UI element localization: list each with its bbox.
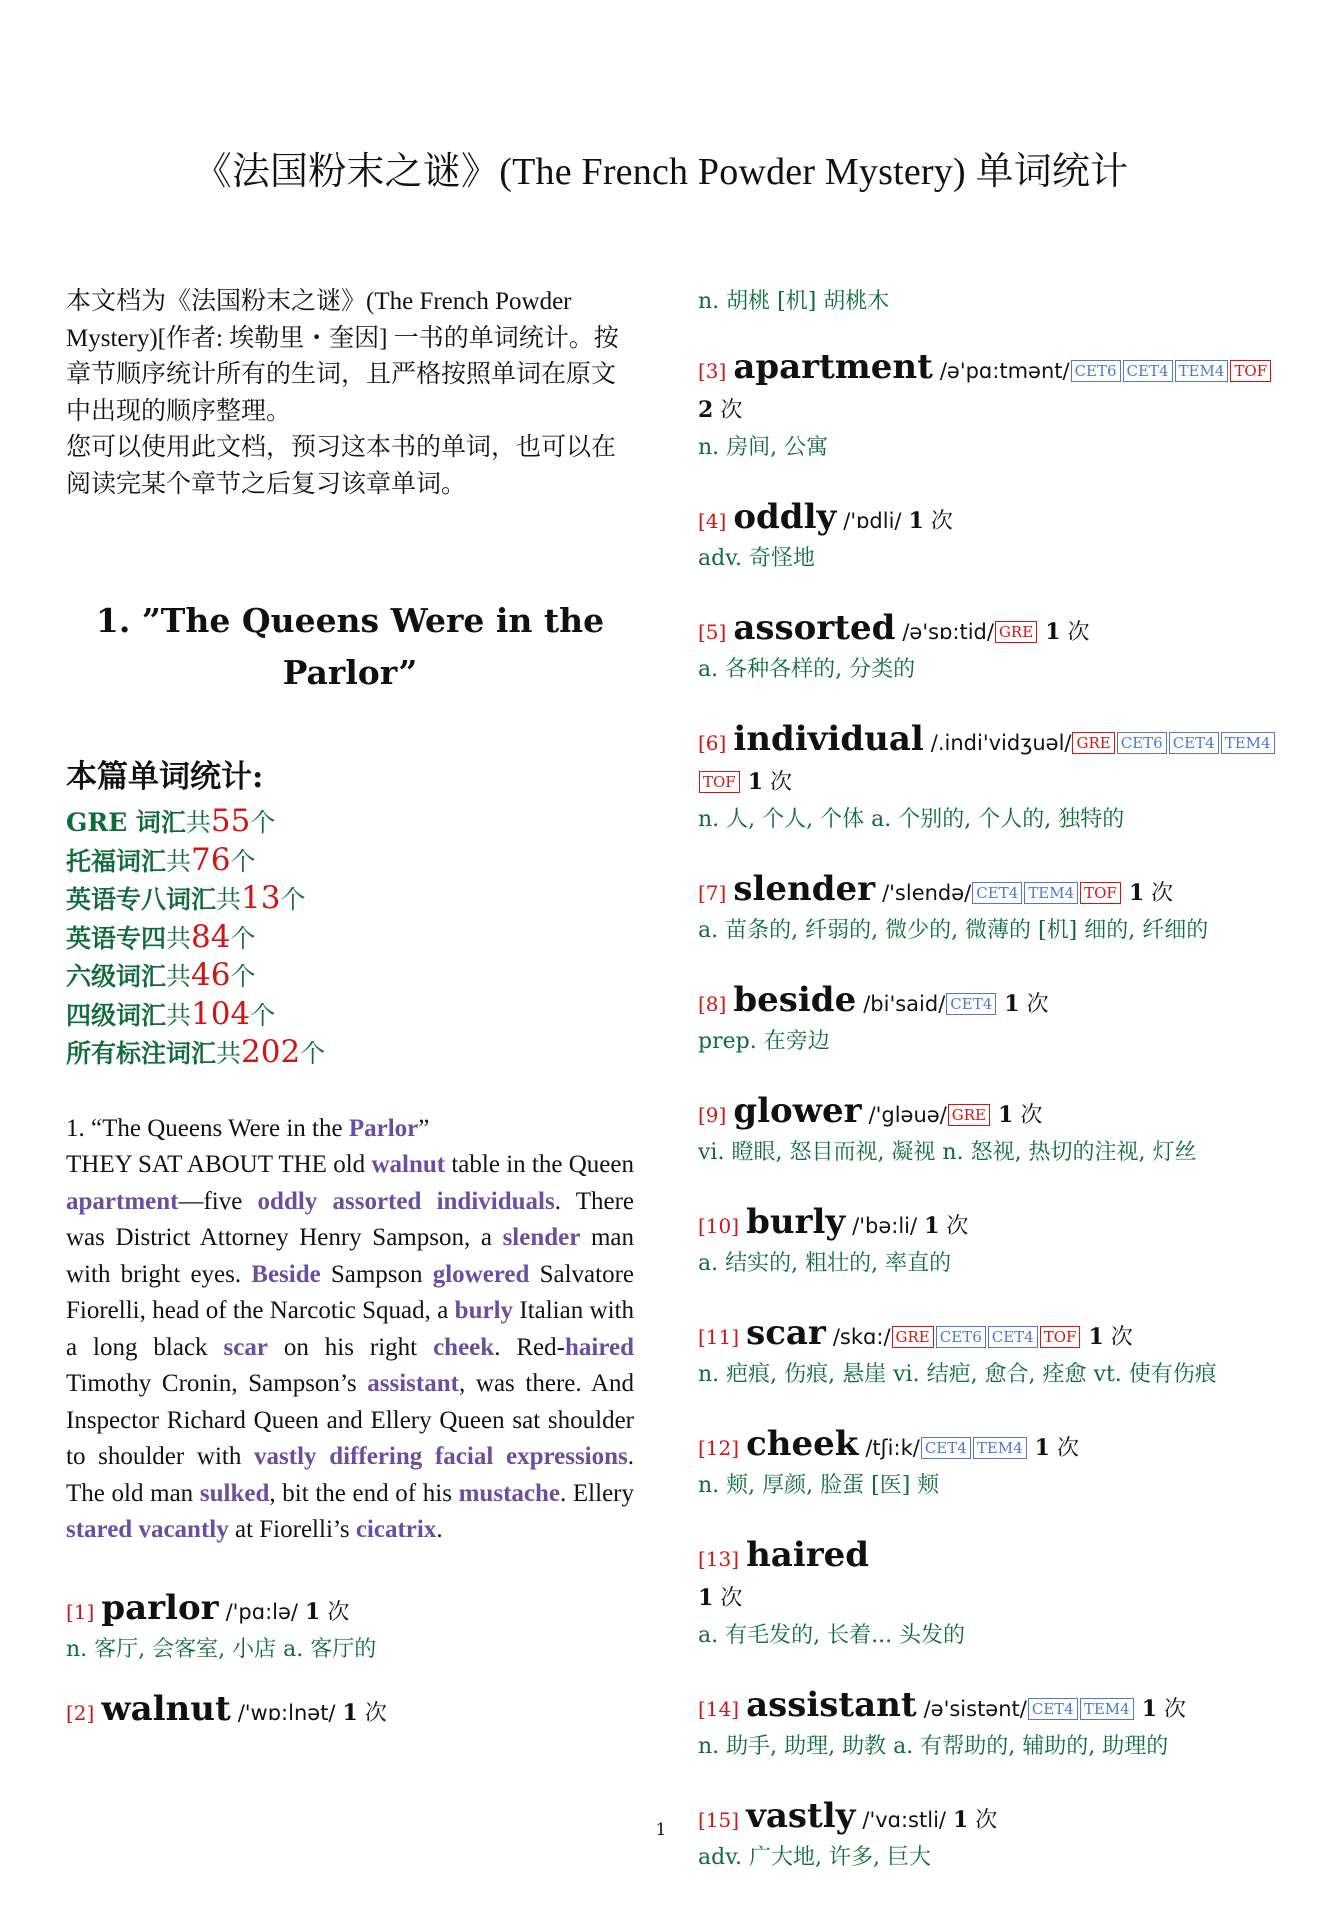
stat-count: 13	[241, 880, 281, 916]
highlighted-word: apartment	[66, 1187, 179, 1215]
entry-count-unit: 次	[364, 1700, 387, 1726]
entry-word: oddly	[733, 497, 837, 537]
entry-word: vastly	[746, 1796, 856, 1836]
right-column	[698, 284, 1288, 1908]
entry-count-number: 1	[952, 1807, 969, 1833]
entry-definition: n. 房间, 公寓	[698, 435, 829, 460]
exam-tag: TOF	[1080, 882, 1121, 904]
highlighted-word: cicatrix	[355, 1516, 437, 1543]
highlighted-word: oddly	[257, 1187, 318, 1215]
entry-count-number: 1	[1045, 619, 1061, 645]
entry-index: [6]	[698, 731, 727, 755]
entry-definition: prep. 在旁边	[698, 1029, 830, 1054]
page-number: 1	[655, 1820, 667, 1840]
entry-count-number: 1	[1141, 1696, 1158, 1722]
entry-phonetic: /skɑ:/	[832, 1325, 891, 1349]
entry-count-unit: 次	[1110, 1325, 1133, 1350]
entry-phonetic: /'gləuə/	[868, 1103, 947, 1127]
entry-count-number: 1	[998, 1102, 1014, 1128]
highlighted-word: mustache	[458, 1479, 560, 1507]
intro-paragraph: 本文档为《法国粉末之谜》(The French Powder Mystery)[作者: 埃勒里・奎因] 一书的单词统计。按章节顺序统计所有的生词，且严格按照单词在原文中出现的顺序整理。	[66, 288, 619, 425]
intro-text	[66, 284, 634, 503]
entry-word: glower	[733, 1091, 862, 1131]
entry-phonetic: /'vɑ:stli/	[862, 1808, 946, 1832]
entry-count-number: 1	[1128, 880, 1145, 906]
stat-row: 英语专四共84个	[66, 918, 256, 955]
vocab-entry-header	[698, 1092, 1288, 1135]
entry-count-unit: 次	[1151, 881, 1174, 906]
stat-row: 四级词汇共104个	[66, 995, 276, 1032]
entry-count	[924, 1214, 968, 1239]
exam-tag: CET4	[1028, 1698, 1078, 1720]
entry-word: beside	[733, 980, 857, 1020]
entry-index: [1]	[66, 1599, 95, 1624]
entry-count	[1004, 992, 1048, 1017]
exam-tag: TEM4	[1024, 882, 1078, 904]
entry-phonetic: /ə'pɑ:tmənt/	[939, 359, 1070, 383]
entry-count-number: 1	[1034, 1435, 1050, 1461]
highlighted-word: assorted	[332, 1187, 422, 1215]
stat-label: 英语专八词汇	[66, 885, 217, 914]
highlighted-word: walnut	[371, 1151, 446, 1178]
highlighted-word: glowered	[432, 1260, 530, 1288]
stat-count: 46	[191, 957, 231, 993]
entry-index: [13]	[698, 1547, 740, 1571]
vocab-entry-header	[698, 1425, 1288, 1468]
exam-tag: CET4	[1169, 732, 1219, 754]
entry-word: apartment	[733, 347, 933, 387]
stat-count: 202	[241, 1034, 301, 1070]
entry-count	[748, 770, 792, 795]
vocab-entry-header	[698, 1314, 1288, 1357]
highlighted-word: slender	[502, 1224, 581, 1251]
entry-definition: a. 有毛发的, 长着... 头发的	[698, 1623, 966, 1648]
entry-count	[1129, 881, 1173, 906]
entry-count-number: 2	[698, 397, 714, 423]
entry-definition: n. 客厅, 会客室, 小店 a. 客厅的	[66, 1636, 377, 1662]
exam-tag: CET4	[946, 993, 996, 1015]
entry-index: [2]	[66, 1700, 95, 1725]
entry-count	[909, 509, 953, 534]
vocab-entry	[698, 1686, 1288, 1765]
entry-word: individual	[733, 719, 924, 759]
vocab-entry	[698, 1425, 1288, 1504]
entry-count-unit: 次	[1020, 1103, 1043, 1128]
entry-word: walnut	[101, 1688, 231, 1729]
stats-list	[66, 803, 634, 1073]
exam-tag: GRE	[948, 1104, 990, 1126]
entry-count-number: 1	[908, 508, 924, 534]
entry-definition: adv. 广大地, 许多, 巨大	[698, 1845, 931, 1870]
entry-definition: n. 人, 个人, 个体 a. 个别的, 个人的, 独特的	[698, 807, 1125, 832]
highlighted-word: facial	[434, 1443, 494, 1470]
entry-index: [15]	[698, 1808, 740, 1832]
vocab-entry	[698, 1092, 1288, 1171]
stat-label: 托福词汇	[66, 846, 167, 876]
highlighted-word: Parlor	[348, 1114, 419, 1142]
highlighted-word: haired	[564, 1333, 634, 1361]
highlighted-word: sulked	[199, 1479, 270, 1507]
entry-count	[698, 1586, 742, 1611]
entry-phonetic: /'bə:li/	[852, 1214, 918, 1238]
entry-count-unit: 次	[1026, 992, 1049, 1017]
stat-row: 六级词汇共46个	[66, 957, 256, 993]
entry-count-unit: 次	[1164, 1697, 1187, 1722]
vocab-entry	[66, 1589, 634, 1668]
vocab-entry-header	[66, 1690, 634, 1733]
entry-count	[698, 398, 742, 423]
entry-count-number: 1	[698, 1585, 714, 1611]
intro-paragraph: 您可以使用此文档，预习这本书的单词，也可以在阅读完某个章节之后复习该章单词。	[66, 434, 617, 498]
entry-count	[1045, 620, 1089, 645]
exam-tag: TEM4	[1175, 360, 1229, 382]
entry-word: parlor	[101, 1587, 219, 1628]
highlighted-word: burly	[454, 1297, 514, 1324]
exam-tag: TEM4	[1221, 732, 1275, 754]
entry-phonetic: /ə'sɒ:tid/	[902, 620, 994, 644]
entry-index: [3]	[698, 359, 727, 383]
entry-count-number: 1	[924, 1213, 940, 1239]
vocab-entry-header	[698, 720, 1288, 802]
vocab-entry	[698, 1536, 1288, 1654]
passage-title-line: 1. “The Queens Were in the Parlor”	[66, 1114, 430, 1142]
entry-count-unit: 次	[770, 770, 793, 795]
stat-row: 所有标注词汇共202个	[66, 1034, 326, 1070]
highlighted-word: individuals	[436, 1187, 555, 1215]
stat-label: GRE 词汇	[66, 808, 186, 837]
passage-paragraph: THEY SAT ABOUT THE old walnut table in the Queen apartment—five oddly assorted individuals. There was District Attorney Henry Sampson, a slender man with bright eyes. Beside Sampson glowered Salvatore Fiorelli, head of the Narcotic Squad, a burly Italian with a long black scar on his right cheek. Red-haired Timothy Cronin, Sampson’s assistant, was there. And Inspector Richard Queen and Ellery Queen sat shoulder to shoulder with vastly differing facial expressions. The old man sulked, bit the end of his mustache. Ellery stared vacantly at Fiorelli’s cicatrix.	[66, 1151, 635, 1543]
exam-tag: GRE	[1072, 732, 1114, 754]
exam-tag: CET6	[1117, 732, 1167, 754]
vocab-entry-header	[698, 1686, 1288, 1729]
entry-count-unit: 次	[946, 1214, 969, 1239]
entry-definition: a. 结实的, 粗壮的, 率直的	[698, 1251, 952, 1276]
vocab-entry	[698, 498, 1288, 577]
entry-index: [10]	[698, 1214, 740, 1238]
entry-count	[1142, 1697, 1186, 1722]
entry-phonetic: /tʃi:k/	[865, 1436, 920, 1460]
vocab-entry-header	[698, 1536, 1288, 1618]
exam-tag: TEM4	[973, 1437, 1027, 1459]
vocab-list-right	[698, 284, 1288, 1876]
stat-row: GRE 词汇共55个	[66, 803, 276, 839]
entry-count-unit: 次	[1067, 620, 1090, 645]
entry-phonetic: /.indi'vidʒuəl/	[930, 731, 1072, 755]
entry-count-number: 1	[305, 1598, 321, 1625]
stat-count: 55	[210, 803, 251, 839]
exam-tag: TOF	[1230, 360, 1271, 382]
stat-row: 托福词汇共76个	[66, 841, 256, 878]
exam-tag: GRE	[892, 1326, 934, 1348]
highlighted-word: scar	[223, 1333, 268, 1361]
entry-count-number: 1	[1088, 1324, 1104, 1350]
vocab-list-left	[66, 1589, 634, 1733]
entry-definition: n. 助手, 助理, 助教 a. 有帮助的, 辅助的, 助理的	[698, 1734, 1169, 1759]
exam-tag: CET4	[921, 1437, 971, 1459]
entry-word: cheek	[746, 1424, 859, 1464]
entry-phonetic: /'wɒ:lnət/	[237, 1700, 336, 1725]
stat-label: 六级词汇	[66, 962, 167, 991]
entry-index: [11]	[698, 1325, 740, 1349]
entry-definition: n. 疤痕, 伤痕, 悬崖 vi. 结疤, 愈合, 痊愈 vt. 使有伤痕	[698, 1362, 1217, 1387]
entry-index: [9]	[698, 1103, 727, 1127]
stat-count: 84	[191, 918, 231, 955]
entry-definition: n. 胡桃 [机] 胡桃木	[698, 289, 890, 314]
entry-count	[305, 1600, 349, 1625]
entry-count-unit: 次	[930, 509, 953, 534]
entry-definition: a. 苗条的, 纤弱的, 微少的, 微薄的 [机] 细的, 纤细的	[698, 918, 1209, 943]
entry-definition: vi. 瞪眼, 怒目而视, 凝视 n. 怒视, 热切的注视, 灯丝	[698, 1140, 1197, 1165]
entry-word: slender	[733, 869, 876, 909]
vocab-entry-header	[698, 870, 1288, 913]
entry-count-unit: 次	[327, 1599, 350, 1625]
exam-tag: CET4	[972, 882, 1022, 904]
entry-index: [8]	[698, 992, 727, 1016]
vocab-entry	[698, 609, 1288, 688]
stat-count: 104	[191, 995, 251, 1032]
document-title: 《法国粉末之谜》(The French Powder Mystery) 单词统计	[193, 151, 1129, 193]
entry-index: [5]	[698, 620, 727, 644]
stats-title: 本篇单词统计:	[66, 759, 264, 795]
entry-word: assorted	[733, 608, 896, 648]
entry-count	[1035, 1436, 1079, 1461]
entry-index: [4]	[698, 509, 727, 533]
vocab-entry-header	[698, 1203, 1288, 1246]
entry-index: [12]	[698, 1436, 740, 1460]
entry-count	[1088, 1325, 1132, 1350]
exam-tag: TOF	[1040, 1326, 1081, 1348]
entry-word: assistant	[746, 1685, 917, 1725]
chapter-heading	[66, 595, 634, 699]
vocab-entry	[698, 1203, 1288, 1282]
entry-index: [7]	[698, 881, 727, 905]
highlighted-word: Beside	[251, 1260, 321, 1288]
entry-phonetic: /'pɑ:lə/	[225, 1599, 298, 1624]
left-column	[66, 284, 634, 1733]
stat-row: 英语专八词汇共13个	[66, 880, 306, 916]
entry-count-unit: 次	[720, 398, 743, 423]
highlighted-word: stared	[66, 1516, 133, 1543]
vocab-entry-header	[698, 348, 1288, 430]
entry-count-number: 1	[1004, 991, 1020, 1017]
entry-phonetic: /'ɒdli/	[843, 509, 902, 533]
exam-tag: CET6	[936, 1326, 986, 1348]
entry-count-unit: 次	[720, 1586, 743, 1611]
exam-tag: CET6	[1071, 360, 1121, 382]
entry-word: haired	[746, 1535, 870, 1575]
entry-definition: n. 颊, 厚颜, 脸蛋 [医] 颊	[698, 1473, 940, 1498]
vocab-entry-header	[66, 1589, 634, 1632]
exam-tag: TOF	[699, 771, 740, 793]
vocab-entry	[698, 981, 1288, 1060]
entry-count	[998, 1103, 1042, 1128]
entry-definition: adv. 奇怪地	[698, 546, 816, 571]
highlighted-word: vastly	[254, 1443, 317, 1470]
entry-count-number: 1	[747, 769, 764, 795]
entry-count-unit: 次	[1056, 1436, 1079, 1461]
entry-definition: a. 各种各样的, 分类的	[698, 657, 916, 682]
exam-tag: CET4	[1123, 360, 1173, 382]
entry-index: [14]	[698, 1697, 740, 1721]
exam-tag: CET4	[988, 1326, 1038, 1348]
vocab-entry	[698, 1314, 1288, 1393]
entry-count	[343, 1701, 387, 1726]
vocab-entry-header	[698, 609, 1288, 652]
stat-count: 76	[191, 841, 231, 878]
entry-word: burly	[746, 1202, 846, 1242]
entry-count-number: 1	[342, 1699, 358, 1726]
passage-text	[66, 1111, 634, 1549]
entry-phonetic: /ə'sistənt/	[923, 1697, 1027, 1721]
highlighted-word: cheek	[433, 1333, 495, 1361]
vocab-entry	[698, 870, 1288, 949]
stat-label: 英语专四	[66, 923, 167, 953]
vocab-entry	[698, 720, 1288, 838]
stat-label: 所有标注词汇	[66, 1039, 217, 1068]
vocab-entry-header	[698, 981, 1288, 1024]
highlighted-word: vacantly	[138, 1516, 229, 1543]
entry-word: scar	[746, 1313, 826, 1353]
highlighted-word: expressions	[505, 1443, 628, 1470]
highlighted-word: assistant	[367, 1370, 459, 1397]
chapter-heading-line: Parlor”	[282, 653, 418, 692]
vocab-entry	[66, 1690, 634, 1733]
entry-phonetic: /bi'said/	[863, 992, 946, 1016]
stat-label: 四级词汇	[66, 1000, 167, 1030]
highlighted-word: differing	[329, 1443, 423, 1470]
exam-tag: GRE	[995, 621, 1037, 643]
exam-tag: TEM4	[1080, 1698, 1134, 1720]
vocab-entry-header	[698, 498, 1288, 541]
chapter-heading-line: 1. ”The Queens Were in the	[95, 601, 605, 640]
vocab-entry	[698, 348, 1288, 466]
entry-count-unit: 次	[975, 1808, 998, 1833]
entry-phonetic: /'slendə/	[882, 881, 972, 905]
